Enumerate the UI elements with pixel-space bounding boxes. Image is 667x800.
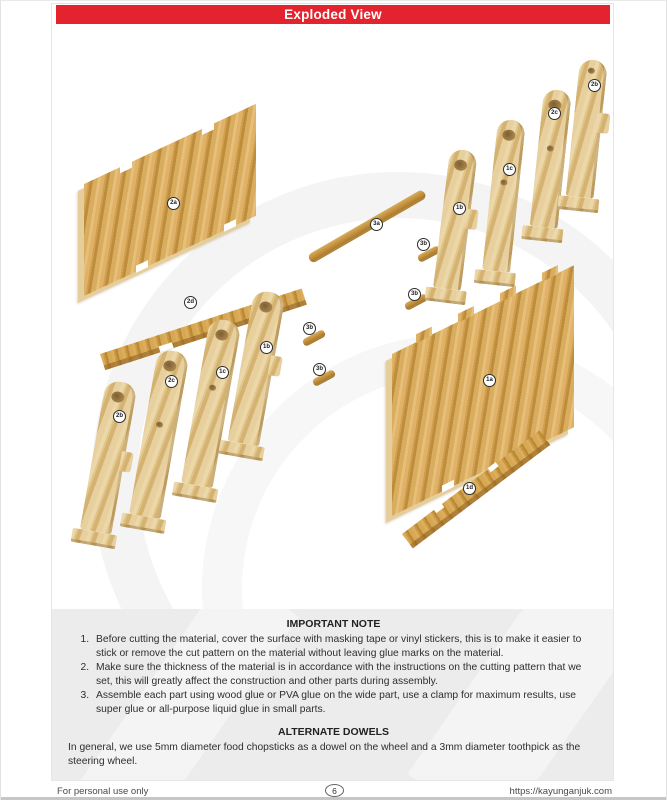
content-frame <box>51 3 614 781</box>
leg-foot <box>557 195 599 213</box>
dowel-hole-small <box>588 67 596 74</box>
part-label-1c: 1c <box>503 163 516 176</box>
alternate-dowels-heading: ALTERNATE DOWELS <box>277 726 390 739</box>
note-item-text: Before cutting the material, cover the surface with masking tape or vinyl stickers, this is to make it easier to stick or remove the cut pattern on the material without leaving glue marks on the material. <box>96 634 582 659</box>
page-number: 6 <box>325 784 344 797</box>
part-label-1c: 1c <box>216 366 229 379</box>
part-leg-2b-right <box>566 59 608 199</box>
important-note-list <box>68 633 599 716</box>
page-footer <box>1 784 667 799</box>
part-label-2d: 2d <box>184 296 197 309</box>
leg-shaft <box>566 59 608 199</box>
page-title: Exploded View <box>284 7 382 22</box>
part-label-2c: 2c <box>165 375 178 388</box>
dowel-hole <box>502 129 516 141</box>
part-label-3a: 3a <box>370 218 383 231</box>
dowel-hole-small <box>547 145 555 152</box>
part-label-3b: 3b <box>303 322 316 335</box>
part-label-2b: 2b <box>588 79 601 92</box>
panel-notch <box>202 122 214 135</box>
part-label-1d: 1d <box>463 482 476 495</box>
notes-panel <box>52 609 614 781</box>
part-label-3b: 3b <box>417 238 430 251</box>
alternate-dowels-text: In general, we use 5mm diameter food chopsticks as a dowel on the wheel and a 3mm diameter toothpick as the steering wheel. <box>68 742 581 768</box>
note-item-text: Make sure the thickness of the material is in accordance with the instructions on the cutting pattern that we set, this will greatly affect the construction and other parts during assembly. <box>96 662 582 687</box>
dowel-hole <box>110 390 125 403</box>
leg-tab <box>596 113 610 134</box>
part-label-2b: 2b <box>113 410 126 423</box>
note-item <box>92 689 599 716</box>
dowel-hole-small <box>500 179 508 186</box>
important-note-heading: IMPORTANT NOTE <box>286 618 381 630</box>
part-label-3b: 3b <box>408 288 421 301</box>
part-label-2a: 2a <box>167 197 180 210</box>
dowel-hole <box>214 328 229 341</box>
leg-tab <box>464 209 478 230</box>
panel-notch <box>136 260 148 273</box>
note-item <box>92 633 599 660</box>
notes-content <box>68 618 599 769</box>
part-label-2c: 2c <box>548 107 561 120</box>
part-label-1b: 1b <box>453 202 466 215</box>
part-label-3b: 3b <box>313 363 326 376</box>
note-item <box>92 661 599 688</box>
footer-url: https://kayunganjuk.com <box>509 786 612 797</box>
header-bar <box>56 5 610 24</box>
footer-license-text: For personal use only <box>57 786 149 797</box>
panel-notch <box>120 161 132 174</box>
dowel-hole <box>162 359 177 372</box>
part-label-1b: 1b <box>260 341 273 354</box>
dowel-hole-small <box>209 384 217 391</box>
note-item-text: Assemble each part using wood glue or PVA glue on the wide part, use a clamp for maximum results, use super glue or all-purpose liquid glue in small parts. <box>96 690 577 715</box>
dowel-hole <box>454 159 468 172</box>
dowel-hole-small <box>156 421 164 428</box>
part-label-1a: 1a <box>483 374 496 387</box>
dowel-hole <box>258 300 273 313</box>
